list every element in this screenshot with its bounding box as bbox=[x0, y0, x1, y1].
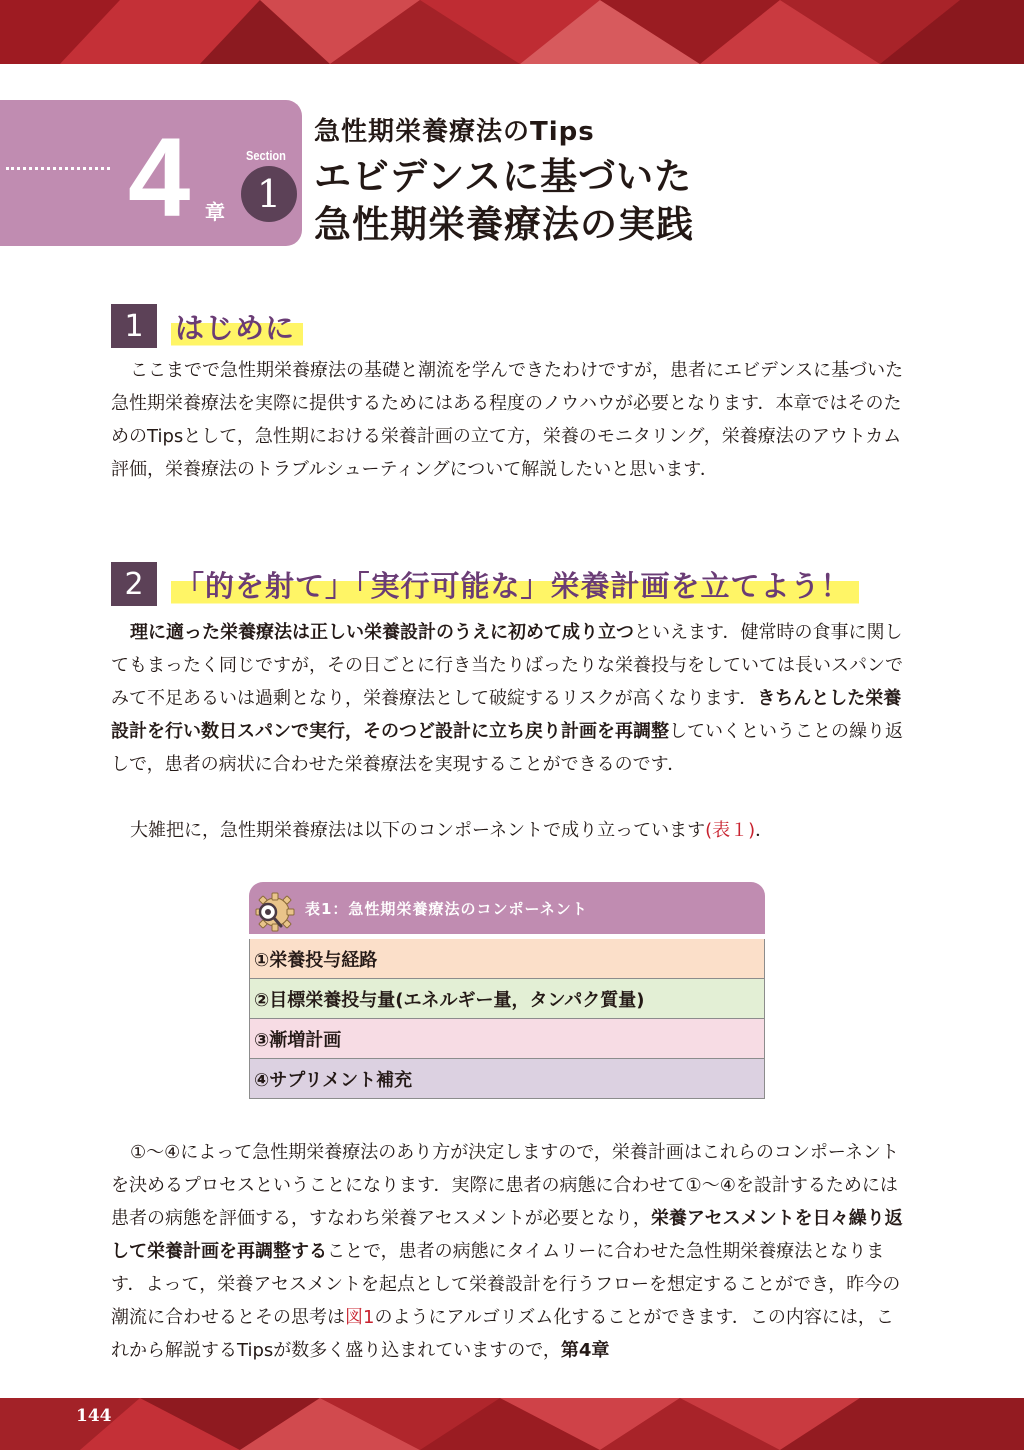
polygon-pattern bbox=[0, 1398, 1024, 1450]
table-row: ③漸増計画 bbox=[249, 1019, 765, 1059]
section2-paragraph2 bbox=[111, 814, 911, 847]
section2-paragraph3 bbox=[111, 1136, 911, 1367]
section2-title: 「的を射て」「実行可能な」栄養計画を立てよう！ bbox=[171, 564, 859, 605]
polygon-pattern bbox=[0, 0, 1024, 64]
section2-paragraph1 bbox=[111, 616, 911, 781]
page-title-line2: 急性期栄養療法の実践 bbox=[314, 203, 694, 246]
section1-heading bbox=[111, 304, 303, 348]
table-reference-link[interactable]: (表１) bbox=[705, 820, 756, 841]
section1-paragraph: ここまでで急性期栄養療法の基礎と潮流を学んできたわけですが，患者にエビデンスに基づいた急性期栄養療法を実際に提供するためにはある程度のノウハウが必要となります．本章ではそのためのTipsとして，急性期における栄養計画の立て方，栄養のモニタリング，栄養療法のアウトカム評価，栄養療法のトラブルシューティングについて解説したいと思います． bbox=[111, 360, 904, 480]
chapter-kanji: 章 bbox=[205, 200, 225, 224]
section2-heading bbox=[111, 562, 859, 606]
chapter-subtitle: 急性期栄養療法のTips bbox=[314, 117, 595, 147]
table-title: 表1：急性期栄養療法のコンポーネント bbox=[305, 899, 588, 918]
magnifier-gear-icon bbox=[251, 890, 297, 936]
body-text: ことで，患者の病態にタイムリーに合わせた急性期栄養療法となります．よって，栄養アセスメントを起点として栄養設計を行うフローを想定することができ，昨今の潮流に合わせるとその思考は bbox=[111, 1241, 901, 1328]
page-title bbox=[314, 153, 694, 249]
section1-number: 1 bbox=[111, 304, 157, 348]
body-text: ①〜④によって急性期栄養療法のあり方が決定しますので，栄養計画はこれらのコンポーネントを決めるプロセスということになります．実際に患者の病態に合わせて①〜④を設計するためには患者の病態を評価する，すなわち栄養アセスメントが必要となり， bbox=[111, 1142, 900, 1229]
emphasis-text: きちんとした栄養設計を行い数日スパンで実行，そのつど設計に立ち戻り計画を再調整 bbox=[111, 688, 902, 742]
page-number: 144 bbox=[76, 1406, 112, 1426]
page-title-line1: エビデンスに基づいた bbox=[314, 155, 693, 198]
table-row: ①栄養投与経路 bbox=[249, 939, 765, 979]
body-text: していくということの繰り返しで，患者の病状に合わせた栄養療法を実現することができるのです． bbox=[111, 721, 903, 775]
chapter-number: 4 bbox=[128, 115, 189, 240]
body-text: 大雑把に，急性期栄養療法は以下のコンポーネントで成り立っています bbox=[130, 820, 706, 841]
bottom-decorative-band bbox=[0, 1398, 1024, 1450]
section-number-badge: 1 bbox=[241, 166, 297, 222]
body-text: ． bbox=[755, 820, 774, 841]
table-header bbox=[249, 882, 765, 934]
section1-title: はじめに bbox=[171, 306, 303, 347]
table-row: ④サプリメント補充 bbox=[249, 1059, 765, 1099]
table-row: ②目標栄養投与量(エネルギー量，タンパク質量) bbox=[249, 979, 765, 1019]
dotted-leader bbox=[6, 167, 110, 170]
top-decorative-band bbox=[0, 0, 1024, 64]
section-label: Section bbox=[246, 148, 286, 163]
figure-reference-link[interactable]: 図1 bbox=[345, 1307, 375, 1328]
table-1 bbox=[249, 882, 765, 1099]
emphasis-text: 栄養アセスメントを日々繰り返して栄養計画を再調整する bbox=[111, 1208, 903, 1262]
section2-number: 2 bbox=[111, 562, 157, 606]
emphasis-text: 第4章 bbox=[560, 1340, 610, 1361]
body-text: のようにアルゴリズム化することができます．この内容には，これから解説するTipsが数多く盛り込まれていますので， bbox=[111, 1307, 894, 1361]
body-text: といえます．健常時の食事に関してもまったく同じですが，その日ごとに行き当たりばったりな栄養投与をしていては長いスパンでみて不足あるいは過剰となり，栄養療法として破綻するリスクが高くなります． bbox=[111, 622, 903, 709]
emphasis-text: 理に適った栄養療法は正しい栄養設計のうえに初めて成り立つ bbox=[130, 622, 634, 643]
